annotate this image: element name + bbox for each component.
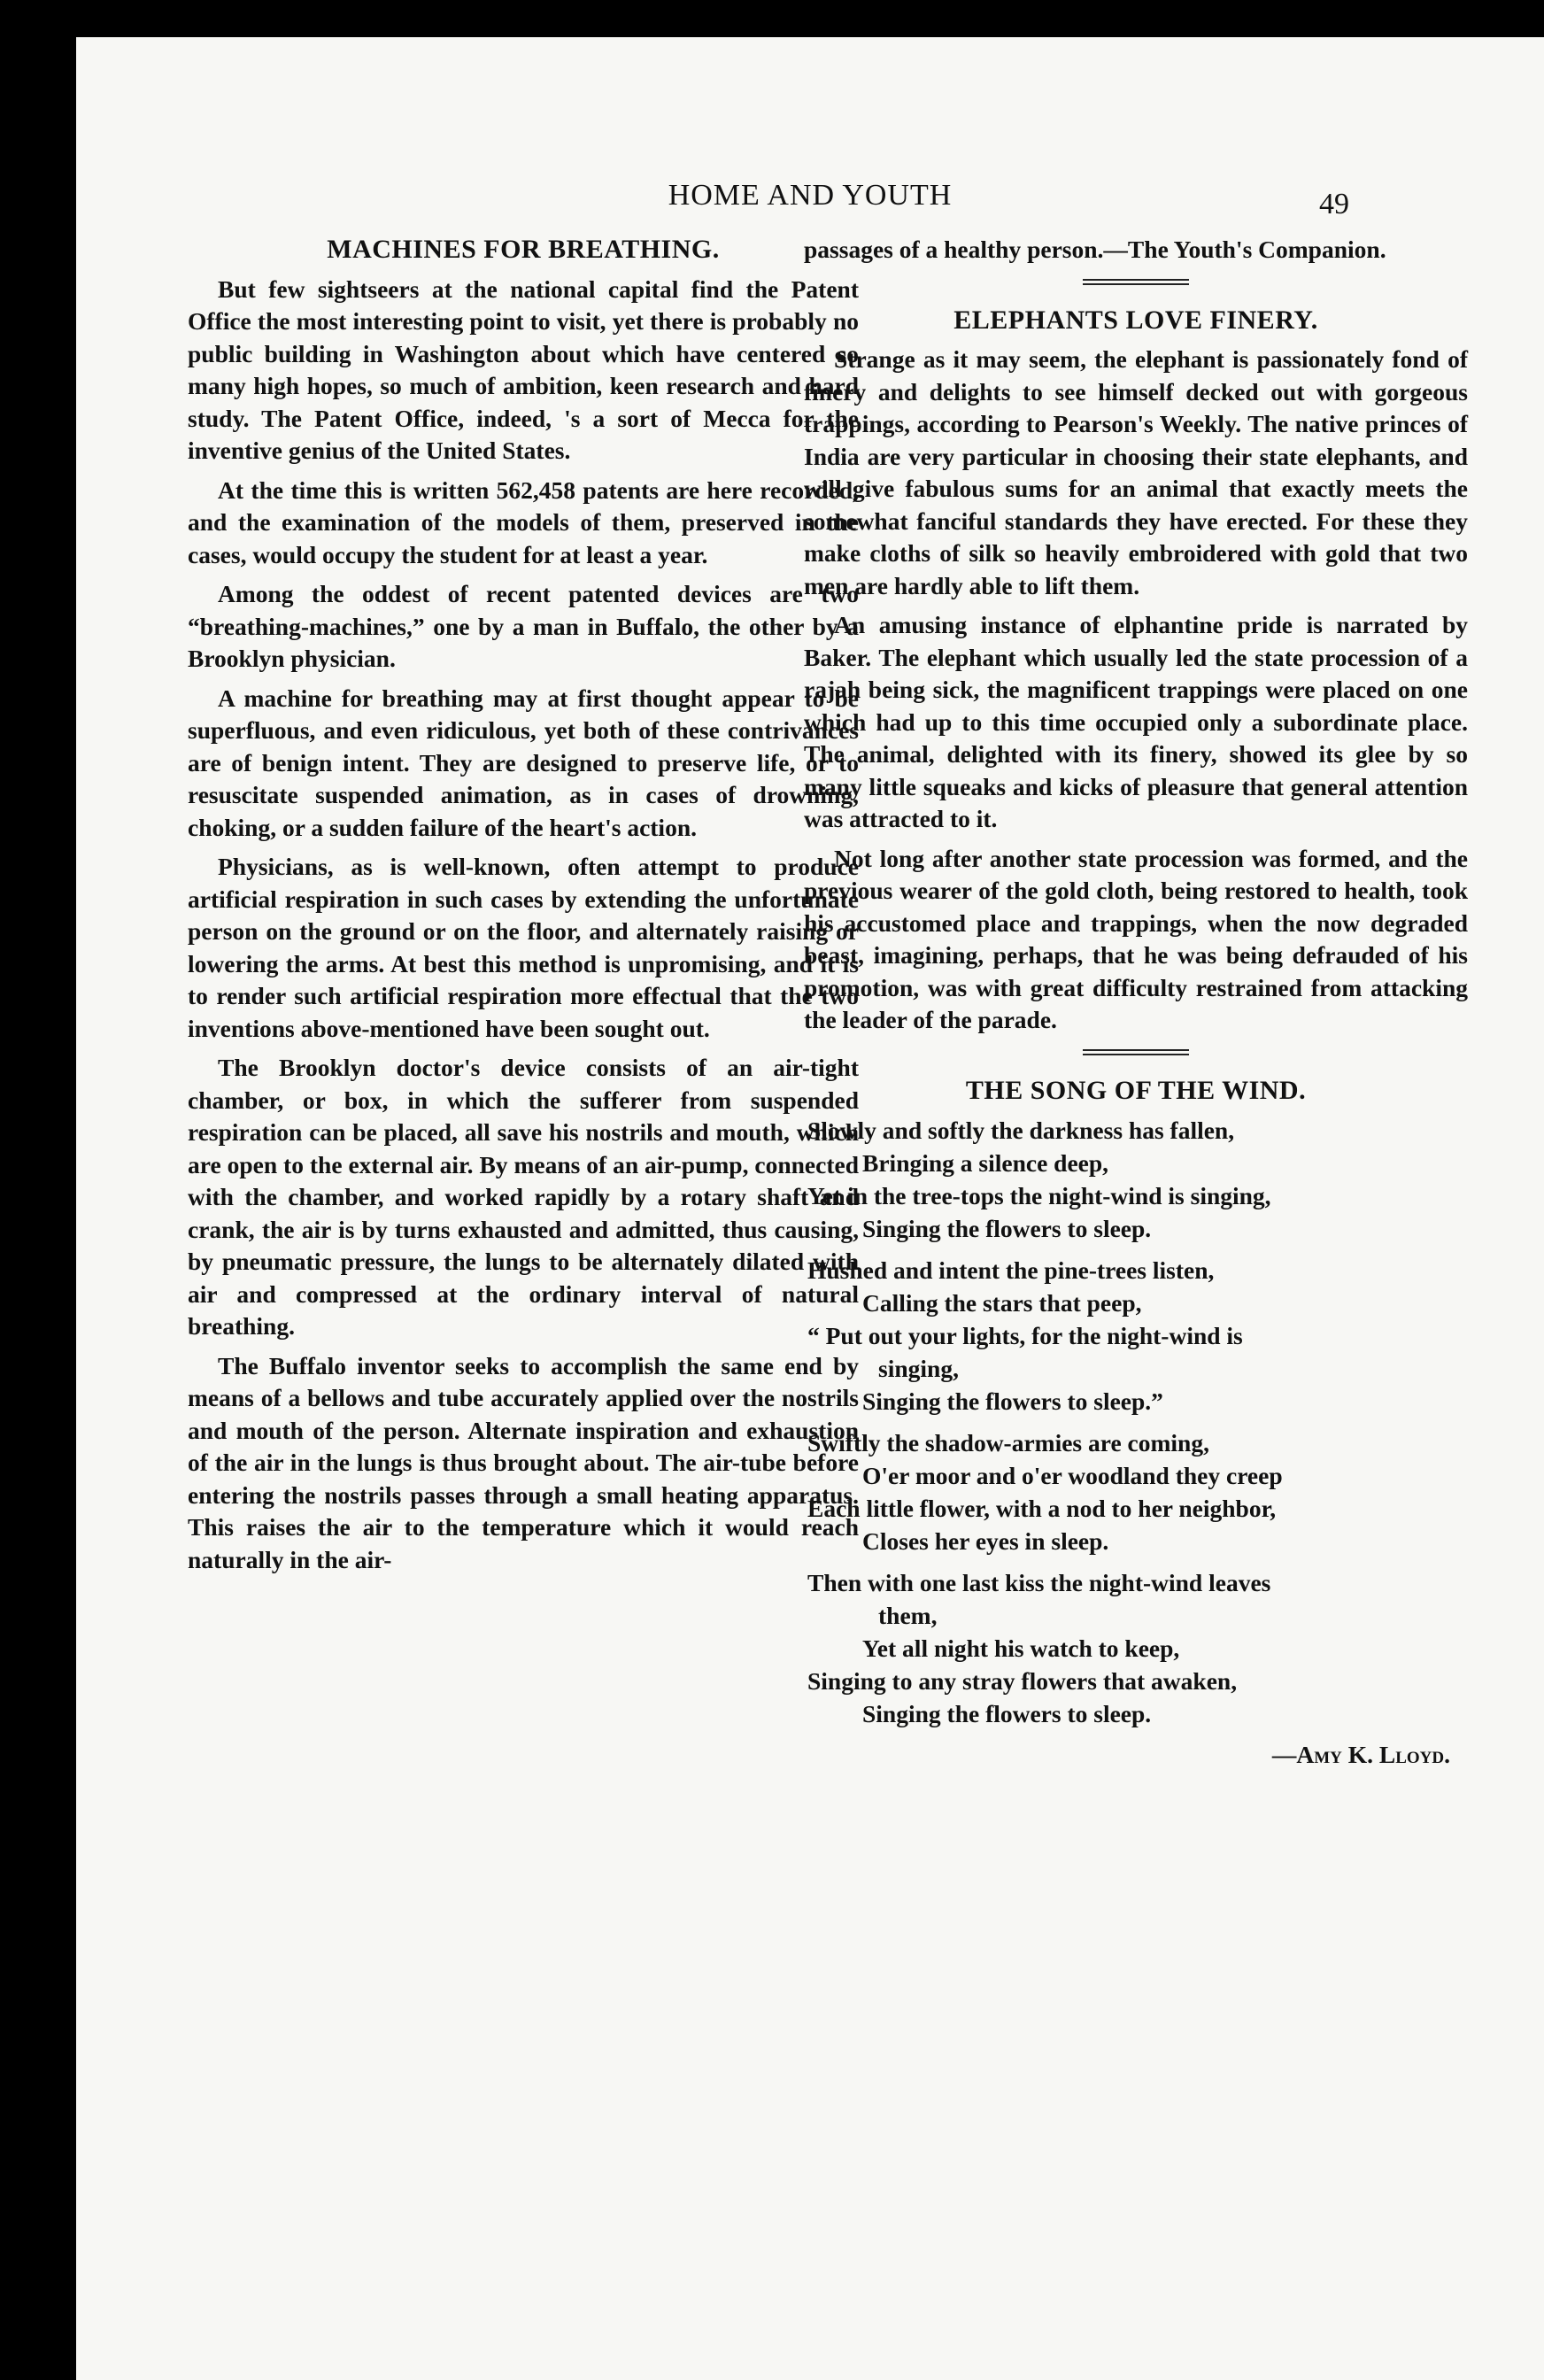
paragraph: Not long after another state procession was formed, and the previous wearer of the gold cloth, being restored to health, took his accustomed place and trappings, when the now degraded beast, imagining, perhaps, that he was being defrauded of his promotion, was with great difficulty restrained from attacking the leader of the parade. [804,844,1468,1033]
paragraph: The Buffalo inventor seeks to accomplish the same end by means of a bellows and tube accurately applied over the nostrils and mouth of the person. Alternate inspiration and exhaustion of the air in the lungs is thus brought about. The air-tube before entering the nostrils passes through a small heating apparatus. This raises the air to the temperature which it would reach naturally in the air- [188,1351,859,1573]
paragraph: But few sightseers at the national capital find the Patent Office the most interesting point to visit, yet there is probably no public building in Washington about which have centered so many high hopes, so much of ambition, keen research and hard study. The Patent Office, indeed, 's a sort of Mecca for the inventive genius of the United States. [188,274,859,464]
poem-line: Calling the stars that peep, [862,1289,1142,1317]
poem-line: Each little flower, with a nod to her neighbor, [807,1495,1277,1522]
paragraph-continuation: passages of a healthy person.—The Youth's Companion. [804,236,1386,263]
poem-stanza [804,1566,1468,1730]
poem-line: them, [878,1602,938,1629]
poem-stanza [804,1426,1468,1557]
running-title: HOME AND YOUTH [668,179,953,212]
right-column [804,234,1468,1772]
section-divider [1083,279,1189,285]
poem-line: O'er moor and o'er woodland they creep [862,1462,1283,1489]
paragraph: Strange as it may seem, the elephant is passionately fond of finery and delights to see himself decked out with gorgeous trappings, according to Pearson's Weekly. The native princes of India are very particular in choosing their state elephants, and will give fabulous sums for an animal that exactly meets the somewhat fanciful standards they have erected. For these they make cloths of silk so heavily embroidered with gold that two men are hardly able to lift them. [804,345,1468,599]
poem-line: Singing the flowers to sleep.” [862,1387,1163,1415]
paragraph: Physicians, as is well-known, often attempt to produce artificial respiration in such cases by extending the unfortunate person on the ground or on the floor, and alternately raising or lowering the arms. At best this method is unpromising, and it is to render such artificial respiration more effectual that the two inventions above-mentioned have been sought out. [188,853,859,1042]
poem-stanza [804,1114,1468,1245]
paragraph: The Brooklyn doctor's device consists of an air-tight chamber, or box, in which the sufferer from suspended respiration can be placed, all save his nostrils and mouth, which are open to the external air. By means of an air-pump, connected with the chamber, and worked rapidly by a rotary shaft and crank, the air is by turns exhausted and admitted, thus causing, by pneumatic pressure, the lungs to be alternately dilated with air and compressed at the ordinary interval of natural breathing. [188,1054,859,1340]
page-number: 49 [1319,188,1349,220]
poem-line: singing, [878,1355,959,1382]
poem-line: Singing to any stray flowers that awaken, [807,1667,1238,1695]
poem-line: Yet in the tree-tops the night-wind is singing, [807,1182,1271,1209]
poem-stanza [804,1254,1468,1418]
article-title-machines: MACHINES FOR BREATHING. [327,235,720,264]
poem-line: Then with one last kiss the night-wind leaves [807,1569,1271,1596]
poem-line: Singing the flowers to sleep. [862,1215,1152,1242]
paragraph: Among the oddest of recent patented devices are two “breathing-machines,” one by a man in Buffalo, the other by a Brooklyn physician. [188,580,859,672]
poem-line: Closes her eyes in sleep. [862,1527,1109,1555]
page-header [76,179,1544,232]
poem-title: THE SONG OF THE WIND. [965,1075,1307,1105]
poem-line: “ Put out your lights, for the night-wind is [807,1322,1243,1349]
left-column [188,234,859,1583]
paragraph: A machine for breathing may at first thought appear to be superfluous, and even ridiculous, yet both of these contrivances are of benign intent. They are designed to preserve life, or to resuscitate suspended animation, as in cases of drowning, choking, or a sudden failure of the heart's action. [188,684,859,841]
section-divider [1083,1049,1189,1055]
poem-author: —Amy K. Lloyd. [1271,1741,1450,1768]
poem-line: Slowly and softly the darkness has fallen, [807,1117,1235,1144]
paragraph: An amusing instance of elphantine pride is narrated by Baker. The elephant which usually led the state procession of a rajah being sick, the magnificent trappings were placed on one which had up to this time occupied only a subordinate place. The animal, delighted with its finery, showed its glee by so many little squeaks and kicks of pleasure that general attention was attracted to it. [804,611,1468,832]
poem-line: Hushed and intent the pine-trees listen, [807,1256,1215,1284]
poem-line: Singing the flowers to sleep. [862,1700,1152,1727]
poem-line: Swiftly the shadow-armies are coming, [807,1429,1209,1457]
paragraph: At the time this is written 562,458 patents are here recorded, and the examination of the models of them, preserved in the cases, would occupy the student for at least a year. [188,475,859,568]
poem-line: Yet all night his watch to keep, [862,1634,1180,1662]
poem-line: Bringing a silence deep, [862,1149,1109,1177]
page [76,37,1544,2380]
article-title-elephants: ELEPHANTS LOVE FINERY. [953,305,1318,335]
